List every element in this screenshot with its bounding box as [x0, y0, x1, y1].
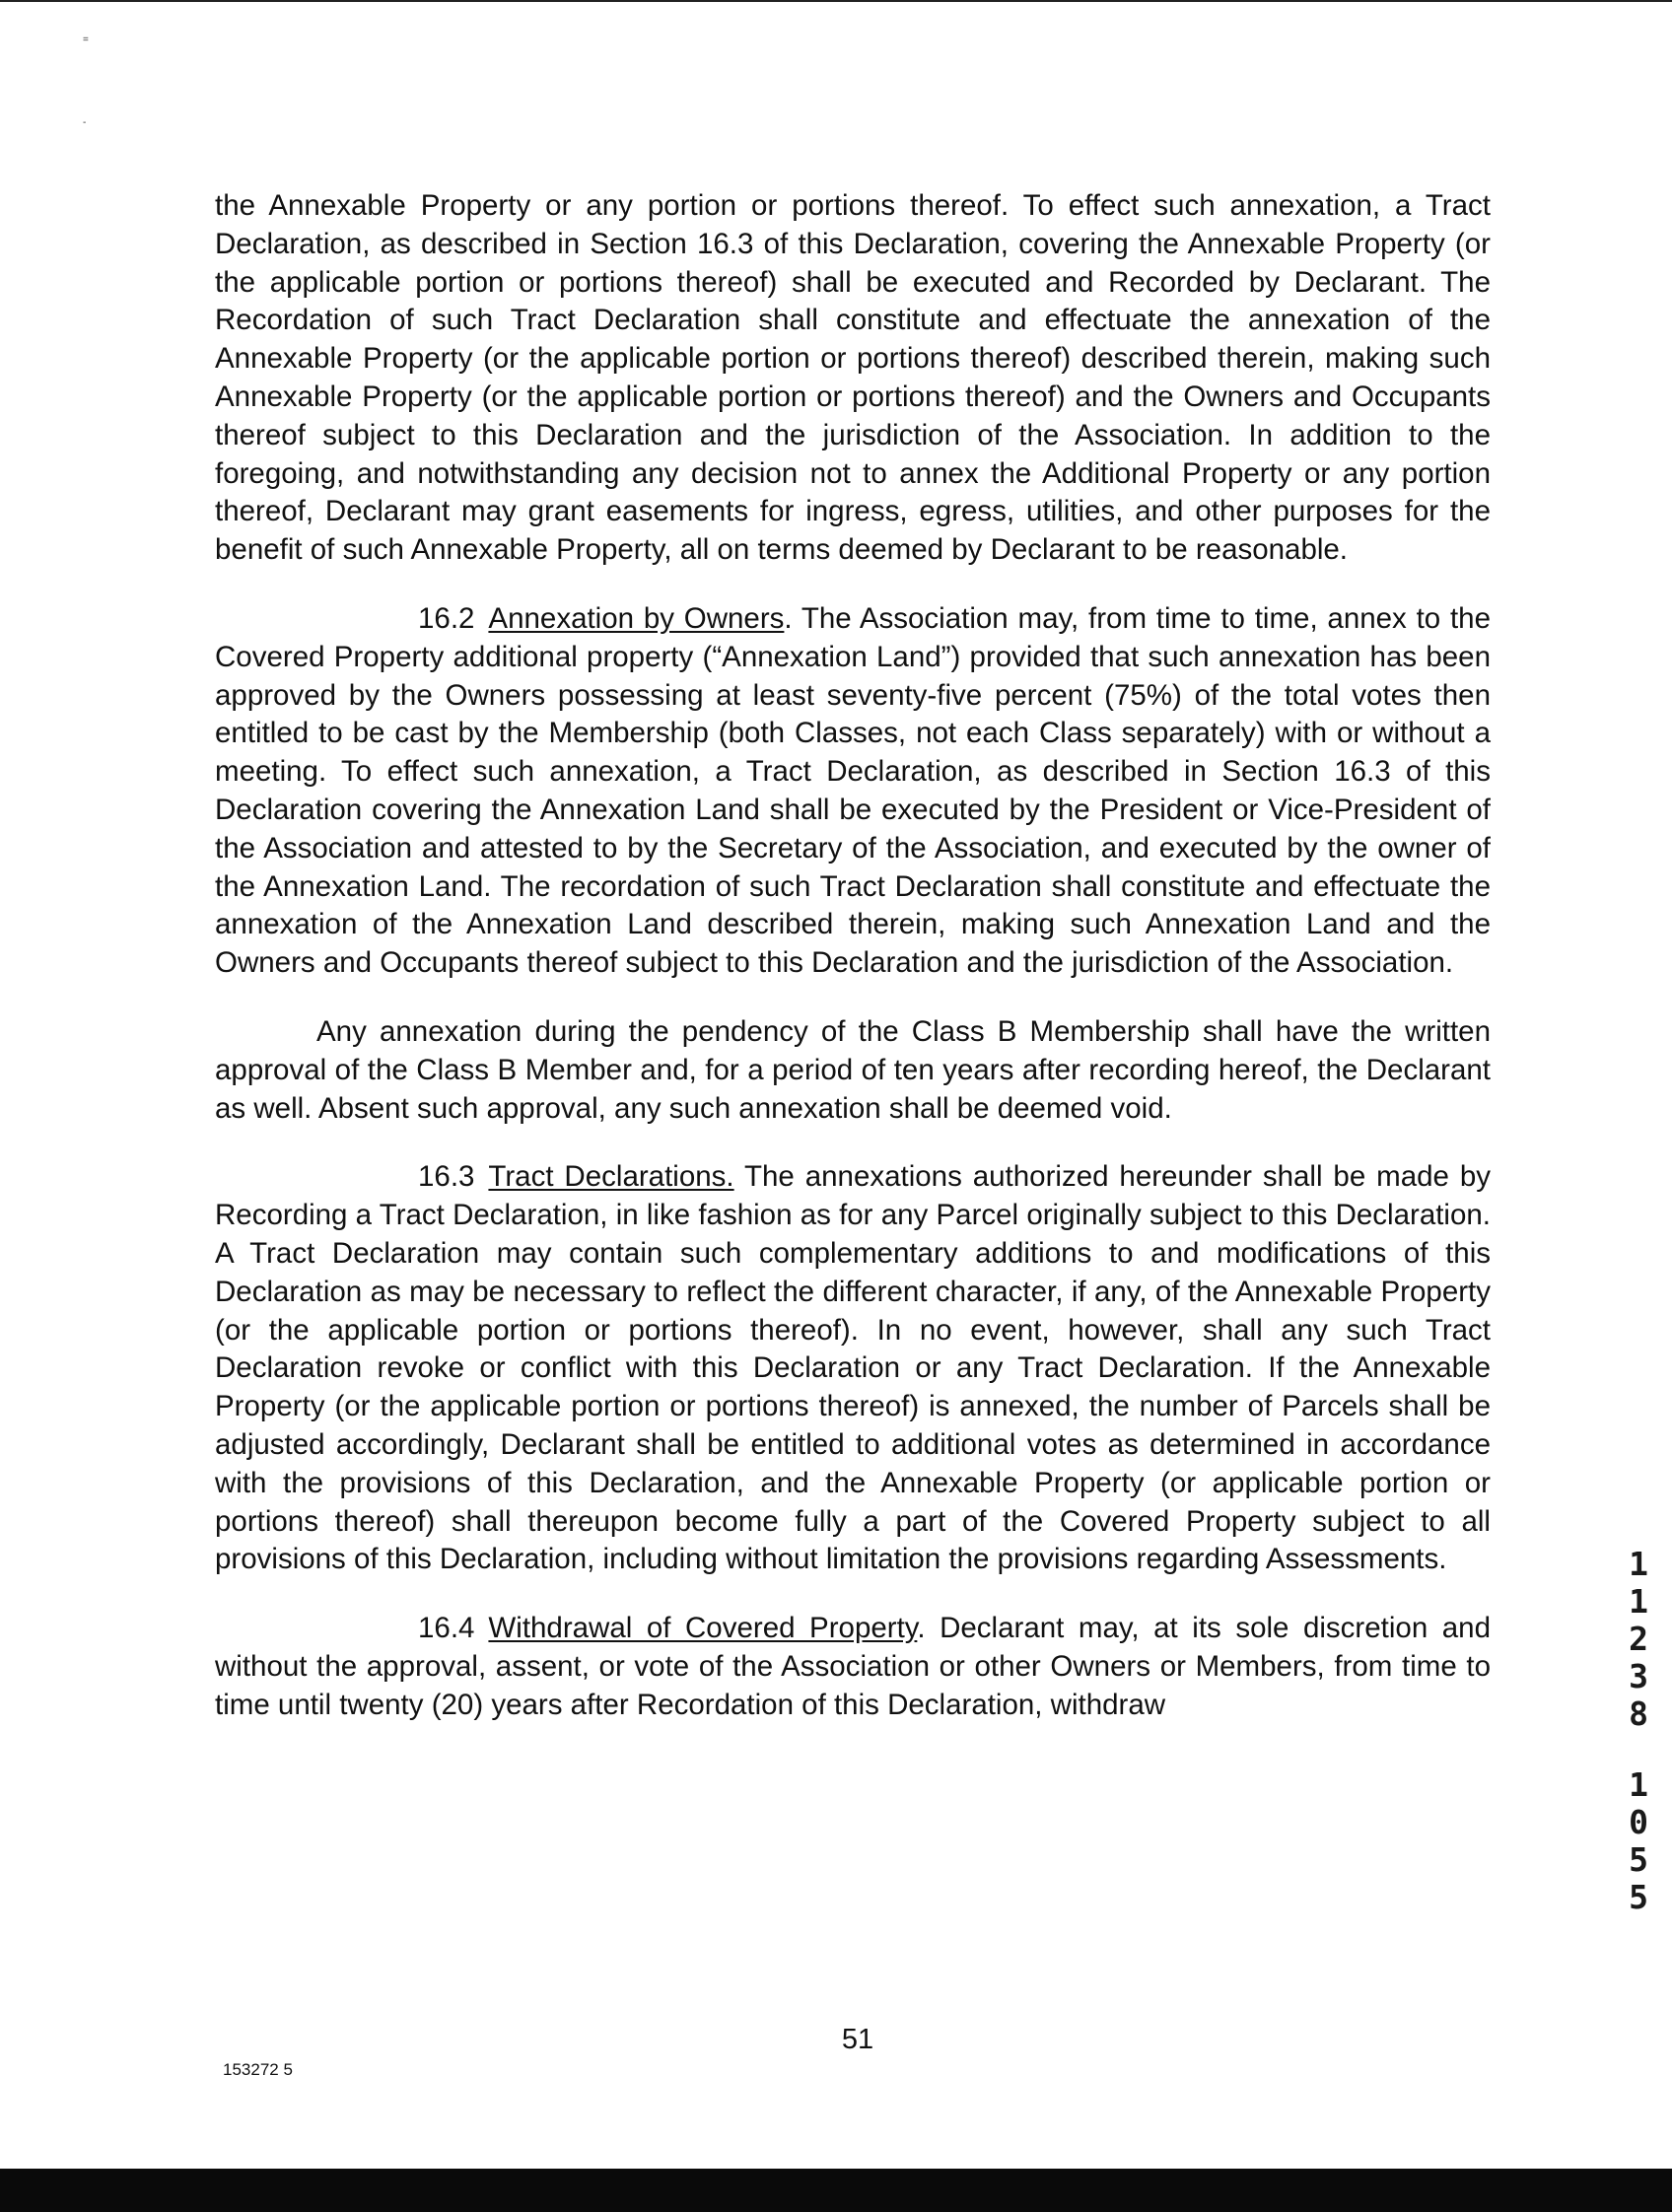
section-number: 16.2 [418, 601, 475, 635]
section-title: Tract Declarations. [488, 1160, 734, 1194]
scan-mark: = [83, 35, 89, 45]
paragraph-class-b-approval [215, 1013, 1491, 1128]
scan-mark: - [83, 117, 87, 128]
stamp-digit: 0 [1629, 1803, 1648, 1841]
section-title: Annexation by Owners [488, 601, 785, 635]
recording-stamp-group [1619, 1546, 1658, 1733]
paragraph-text: Any annexation during the pendency of the Class B Membership shall have the written approval of the Class B Member and, for a period of ten years after recording hereof, the Declarant as well. Absent such approval, any such annexation shall be deemed void. [215, 1014, 1491, 1125]
stamp-digit: 5 [1629, 1878, 1648, 1916]
section-text: . Declarant may, at its sole discretion and without the approval, assent, or vote of the Association or other Owners or Members, from time to time until twenty (20) years after Recordation of this Declaration, withdraw [215, 1612, 1491, 1721]
section-text: The annexations authorized hereunder shall be made by Recording a Tract Declaration, in like fashion as for any Parcel originally subject to this Declaration. A Tract Declaration may contain such complementary additions to and modifications of this Declaration as may be necessary to reflect the different character, if any, of the Annexable Property (or the applicable portion or portions thereof). In no event, however, shall any such Tract Declaration revoke or conflict with this Declaration or any Tract Declaration. If the Annexable Property (or the applicable portion or portions thereof) is annexed, the number of Parcels shall be adjusted accordingly, Declarant shall be entitled to additional votes as determined in accordance with the provisions of this Declaration, and the Annexable Property (or applicable portion or portions thereof) shall thereupon become fully a part of the Covered Property subject to all provisions of this Declaration, including without limitation the provisions regarding Assessments. [215, 1160, 1491, 1576]
stamp-digit: 8 [1629, 1694, 1648, 1733]
scan-top-edge [0, 0, 1672, 2]
page-number: 51 [841, 2024, 874, 2055]
section-text: . The Association may, from time to time, annex to the Covered Property additional property (“Annexation Land”) provided that such annexation has been approved by the Owners possessing at least seventy-five percent (75%) of the total votes then entitled to be cast by the Membership (both Classes, not each Class separately) with or without a meeting. To effect such annexation, a Tract Declaration, as described in Section 16.3 of this Declaration covering the Annexation Land shall be executed by the President or Vice-President of the Association and attested to by the Secretary of the Association, and executed by the owner of the Annexation Land. The recordation of such Tract Declaration shall constitute and effectuate the annexation of the Annexation Land described therein, making such Annexation Land and the Owners and Occupants thereof subject to this Declaration and the jurisdiction of the Association. [215, 601, 1491, 980]
section-number: 16.4 [418, 1612, 475, 1645]
section-number: 16.3 [418, 1160, 475, 1194]
recording-stamp-group [1619, 1766, 1658, 1916]
paragraph-text: the Annexable Property or any portion or portions thereof. To effect such annexation, a Tract Declaration, as described in Section 16.3 of this Declaration, covering the Annexable Property (or the applicable portion or portions thereof) shall be executed and Recorded by Declarant. The Recordation of such Tract Declaration shall constitute and effectuate the annexation of the Annexable Property (or the applicable portion or portions thereof) described therein, making such Annexable Property (or the applicable portion or portions thereof) and the Owners and Occupants thereof subject to this Declaration and the jurisdiction of the Association. In addition to the foregoing, and notwithstanding any decision not to annex the Additional Property or any portion thereof, Declarant may grant easements for ingress, egress, utilities, and other purposes for the benefit of such Annexable Property, all on terms deemed by Declarant to be reasonable. [215, 189, 1491, 567]
paragraph-annexable-property [215, 187, 1491, 570]
stamp-digit: 2 [1629, 1620, 1648, 1658]
stamp-digit: 1 [1629, 1582, 1648, 1621]
stamp-digit: 1 [1629, 1545, 1648, 1583]
recording-stamp [1619, 1546, 1658, 1916]
stamp-digit: 3 [1629, 1657, 1648, 1695]
section-16-4 [215, 1610, 1491, 1724]
section-16-2 [215, 600, 1491, 983]
stamp-digit: 1 [1629, 1765, 1648, 1804]
section-16-3 [215, 1158, 1491, 1579]
stamp-digit: 5 [1629, 1840, 1648, 1879]
document-body [215, 187, 1491, 1724]
scan-bottom-border [0, 2169, 1672, 2212]
section-title: Withdrawal of Covered Property [488, 1612, 918, 1645]
document-code: 153272 5 [223, 2060, 293, 2079]
